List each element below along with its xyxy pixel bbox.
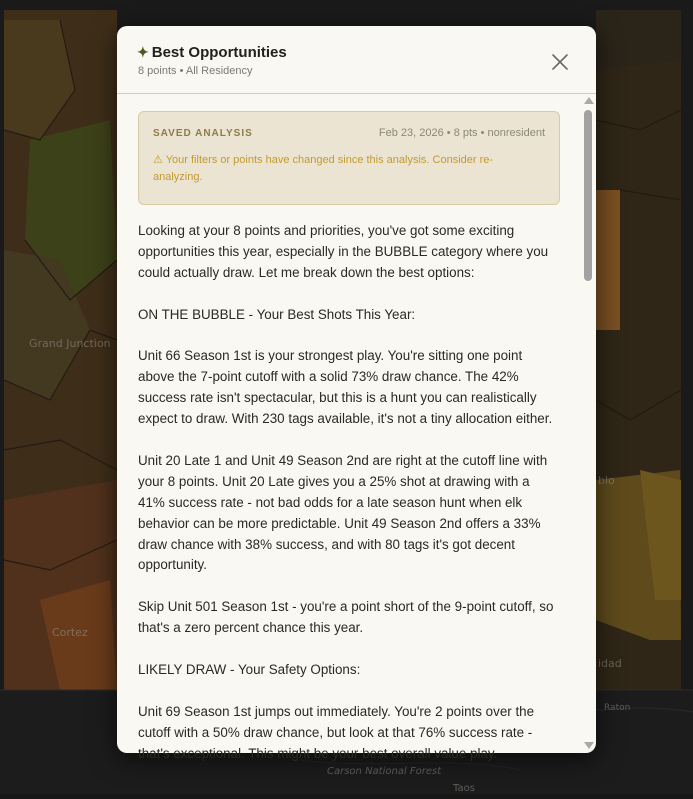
close-icon bbox=[551, 53, 569, 71]
analysis-paragraph: Unit 69 Season 1st jumps out immediately. You're 2 points over the cutoff with a 50% draw chance, but look at that 76% success rate - that's exceptional. This might be your best overall value play. bbox=[138, 703, 535, 761]
scroll-down-arrow-icon[interactable] bbox=[584, 742, 594, 749]
saved-analysis-heading: SAVED ANALYSIS bbox=[153, 128, 253, 139]
analysis-paragraph: Looking at your 8 points and priorities, you've got some exciting opportunities this year, especially in the BUBBLE category where you could actually draw. Let me break down the best options: bbox=[138, 223, 549, 280]
saved-analysis-card bbox=[138, 111, 560, 205]
map-label-grand-junction: Grand Junction bbox=[29, 337, 111, 350]
analysis-section-heading: ON THE BUBBLE - Your Best Shots This Year: bbox=[138, 306, 416, 322]
scrollbar-thumb[interactable] bbox=[584, 110, 592, 281]
analysis-paragraph: Unit 20 Late 1 and Unit 49 Season 2nd are right at the cutoff line with your 8 points. Unit 20 Late gives you a 25% shot at drawing with a 41% success rate - not bad odds for a late season hunt when elk behavior can be more predictable. Unit 49 Season 2nd offers a 33% draw chance with 38% success, and with 80 tags it's got decent opportunity. bbox=[138, 452, 548, 573]
stale-analysis-warning: ⚠ Your filters or points have changed since this analysis. Consider re-analyzing. bbox=[153, 154, 494, 183]
modal-header bbox=[117, 26, 596, 94]
saved-analysis-meta: Feb 23, 2026 • 8 pts • nonresident bbox=[378, 127, 545, 139]
modal-title bbox=[137, 44, 287, 61]
analysis-paragraph: Skip Unit 501 Season 1st - you're a point short of the 9-point cutoff, so that's a zero percent chance this year. bbox=[138, 599, 554, 636]
analysis-text bbox=[138, 221, 556, 785]
map-label-taos: Taos bbox=[453, 783, 475, 794]
map-label-trinidad: idad bbox=[598, 657, 622, 670]
sparkle-icon: ✦ bbox=[137, 44, 149, 60]
close-button[interactable] bbox=[543, 45, 577, 79]
modal-title-text: Best Opportunities bbox=[151, 44, 287, 61]
map-label-carson-national-forest: Carson National Forest bbox=[327, 766, 442, 777]
map-label-cortez: Cortez bbox=[52, 626, 88, 639]
best-opportunities-modal bbox=[117, 26, 596, 761]
map-label-raton: Raton bbox=[604, 703, 631, 713]
modal-subtitle: 8 points • All Residency bbox=[138, 65, 253, 77]
scroll-up-arrow-icon[interactable] bbox=[584, 97, 594, 104]
modal-scrollbar[interactable] bbox=[582, 95, 594, 753]
analysis-section-heading: LIKELY DRAW - Your Safety Options: bbox=[138, 661, 361, 677]
modal-body[interactable] bbox=[117, 95, 596, 761]
map-label-pueblo: blo bbox=[598, 474, 615, 487]
analysis-paragraph: Unit 66 Season 1st is your strongest play. You're sitting one point above the 7-point cutoff with a solid 73% draw chance. The 42% success rate isn't spectacular, but this is a hunt you can realistically expect to draw. With 230 tags available, it's not a tiny allocation either. bbox=[138, 348, 553, 427]
